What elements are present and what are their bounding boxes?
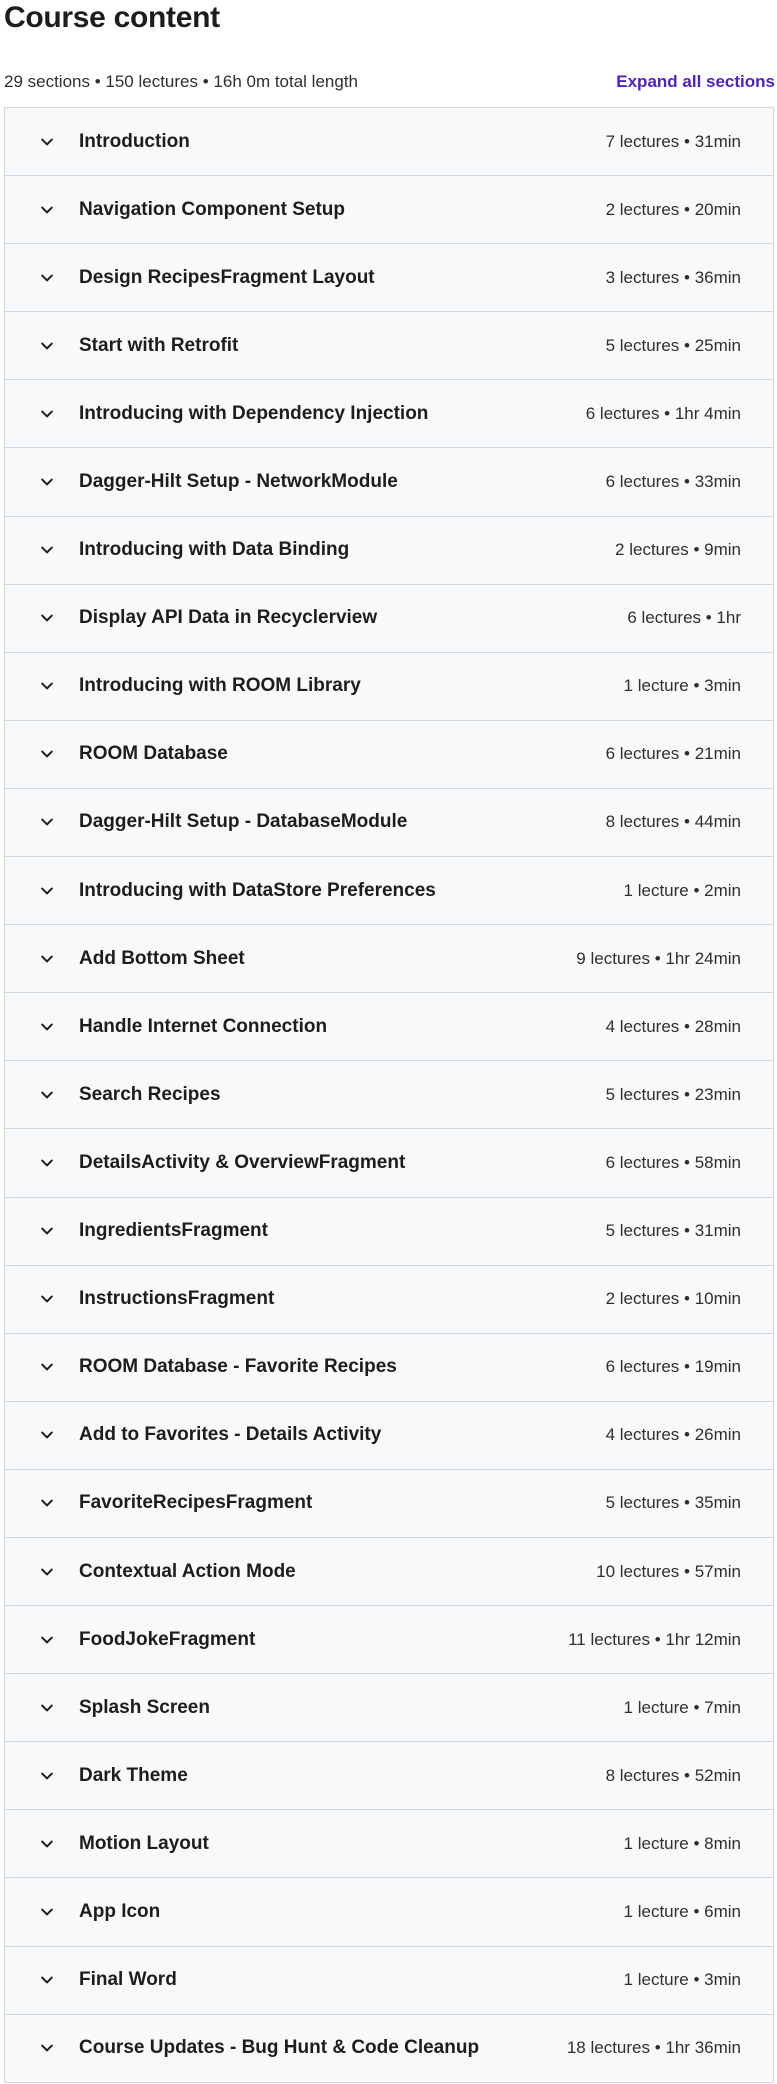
section-title: Final Word: [79, 1969, 177, 1991]
section-header[interactable]: [5, 585, 773, 653]
section-header[interactable]: [5, 653, 773, 721]
chevron-down-icon: [39, 883, 55, 899]
chevron-down-icon: [39, 1700, 55, 1716]
page-title: Course content: [4, 1, 220, 34]
chevron-down-icon: [39, 610, 55, 626]
section-header[interactable]: [5, 244, 773, 312]
section-title: Start with Retrofit: [79, 334, 239, 356]
section-title: Display API Data in Recyclerview: [79, 607, 378, 629]
section-header[interactable]: [5, 1198, 773, 1266]
section-title: Contextual Action Mode: [79, 1560, 296, 1582]
section-header[interactable]: [5, 1538, 773, 1606]
section-header[interactable]: [5, 108, 773, 176]
course-summary: 29 sections • 150 lectures • 16h 0m total length: [4, 72, 359, 91]
section-lecture-count: 6 lectures • 33min: [605, 472, 741, 492]
section-lecture-count: 9 lectures • 1hr 24min: [576, 948, 741, 968]
section-title: Design RecipesFragment Layout: [79, 266, 375, 288]
chevron-down-icon: [39, 134, 55, 150]
section-lecture-count: 5 lectures • 31min: [605, 1221, 741, 1241]
section-title: Course Updates - Bug Hunt & Code Cleanup: [79, 2037, 480, 2059]
section-header[interactable]: [5, 1266, 773, 1334]
section-lecture-count: 5 lectures • 25min: [605, 335, 741, 355]
section-header[interactable]: [5, 2015, 773, 2083]
section-title: Add Bottom Sheet: [79, 947, 245, 969]
section-header[interactable]: [5, 176, 773, 244]
chevron-down-icon: [39, 2040, 55, 2056]
chevron-down-icon: [39, 1768, 55, 1784]
section-title: Motion Layout: [79, 1832, 209, 1854]
section-header[interactable]: [5, 1402, 773, 1470]
chevron-down-icon: [39, 542, 55, 558]
section-title: Navigation Component Setup: [79, 198, 345, 220]
section-header[interactable]: [5, 1334, 773, 1402]
chevron-down-icon: [39, 202, 55, 218]
chevron-down-icon: [39, 270, 55, 286]
section-lecture-count: 7 lectures • 31min: [605, 131, 741, 151]
section-lecture-count: 6 lectures • 1hr 4min: [585, 403, 741, 423]
section-lecture-count: 1 lecture • 7min: [623, 1697, 741, 1717]
chevron-down-icon: [39, 474, 55, 490]
section-title: Search Recipes: [79, 1083, 221, 1105]
chevron-down-icon: [39, 1495, 55, 1511]
section-lecture-count: 6 lectures • 58min: [605, 1152, 741, 1172]
section-header[interactable]: [5, 789, 773, 857]
chevron-down-icon: [39, 678, 55, 694]
section-title: InstructionsFragment: [79, 1288, 275, 1310]
section-header[interactable]: [5, 380, 773, 448]
section-title: Introducing with ROOM Library: [79, 675, 361, 697]
section-lecture-count: 4 lectures • 28min: [605, 1016, 741, 1036]
chevron-down-icon: [39, 1632, 55, 1648]
chevron-down-icon: [39, 951, 55, 967]
section-title: Introduction: [79, 130, 190, 152]
section-lecture-count: 1 lecture • 2min: [623, 880, 741, 900]
chevron-down-icon: [39, 1904, 55, 1920]
section-title: Introducing with Data Binding: [79, 539, 350, 561]
section-header[interactable]: [5, 1129, 773, 1197]
chevron-down-icon: [39, 1291, 55, 1307]
chevron-down-icon: [39, 1836, 55, 1852]
chevron-down-icon: [39, 746, 55, 762]
section-header[interactable]: [5, 1674, 773, 1742]
section-title: DetailsActivity & OverviewFragment: [79, 1151, 406, 1173]
section-title: Dagger-Hilt Setup - DatabaseModule: [79, 811, 408, 833]
section-title: Introducing with Dependency Injection: [79, 402, 429, 424]
section-title: App Icon: [79, 1900, 161, 1922]
section-title: Introducing with DataStore Preferences: [79, 879, 436, 901]
section-lecture-count: 1 lecture • 8min: [623, 1833, 741, 1853]
chevron-down-icon: [39, 406, 55, 422]
section-lecture-count: 5 lectures • 35min: [605, 1493, 741, 1513]
section-lecture-count: 4 lectures • 26min: [605, 1425, 741, 1445]
section-title: ROOM Database - Favorite Recipes: [79, 1356, 397, 1378]
section-lecture-count: 6 lectures • 1hr: [627, 608, 741, 628]
section-header[interactable]: [5, 448, 773, 516]
section-lecture-count: 6 lectures • 21min: [605, 744, 741, 764]
section-header[interactable]: [5, 1878, 773, 1946]
chevron-down-icon: [39, 338, 55, 354]
section-title: Dark Theme: [79, 1764, 188, 1786]
section-lecture-count: 18 lectures • 1hr 36min: [566, 2038, 741, 2058]
section-lecture-count: 5 lectures • 23min: [605, 1084, 741, 1104]
section-header[interactable]: [5, 517, 773, 585]
chevron-down-icon: [39, 1564, 55, 1580]
chevron-down-icon: [39, 1359, 55, 1375]
chevron-down-icon: [39, 1019, 55, 1035]
chevron-down-icon: [39, 1223, 55, 1239]
section-header[interactable]: [5, 925, 773, 993]
section-title: FavoriteRecipesFragment: [79, 1492, 313, 1514]
chevron-down-icon: [39, 1427, 55, 1443]
section-title: Dagger-Hilt Setup - NetworkModule: [79, 471, 398, 493]
section-lecture-count: 11 lectures • 1hr 12min: [568, 1629, 741, 1649]
section-lecture-count: 2 lectures • 10min: [605, 1289, 741, 1309]
section-header[interactable]: [5, 857, 773, 925]
section-list: [4, 107, 774, 2083]
chevron-down-icon: [39, 1087, 55, 1103]
section-header[interactable]: [5, 1810, 773, 1878]
section-title: ROOM Database: [79, 743, 228, 765]
chevron-down-icon: [39, 1972, 55, 1988]
section-header[interactable]: [5, 1606, 773, 1674]
section-lecture-count: 8 lectures • 52min: [605, 1765, 741, 1785]
section-header[interactable]: [5, 1742, 773, 1810]
expand-all-sections-button[interactable]: Expand all sections: [616, 72, 775, 91]
section-lecture-count: 6 lectures • 19min: [605, 1357, 741, 1377]
section-header[interactable]: [5, 721, 773, 789]
section-title: Add to Favorites - Details Activity: [79, 1424, 382, 1446]
section-header[interactable]: [5, 1947, 773, 2015]
section-lecture-count: 10 lectures • 57min: [596, 1561, 741, 1581]
section-lecture-count: 1 lecture • 3min: [623, 1970, 741, 1990]
section-title: IngredientsFragment: [79, 1220, 268, 1242]
section-title: Handle Internet Connection: [79, 1015, 328, 1037]
section-lecture-count: 2 lectures • 20min: [605, 199, 741, 219]
section-title: Splash Screen: [79, 1696, 210, 1718]
section-header[interactable]: [5, 1061, 773, 1129]
section-lecture-count: 1 lecture • 6min: [623, 1901, 741, 1921]
course-summary-bar: [4, 68, 775, 96]
section-title: FoodJokeFragment: [79, 1628, 256, 1650]
section-header[interactable]: [5, 993, 773, 1061]
chevron-down-icon: [39, 1155, 55, 1171]
section-lecture-count: 1 lecture • 3min: [623, 676, 741, 696]
section-header[interactable]: [5, 312, 773, 380]
section-header[interactable]: [5, 1470, 773, 1538]
chevron-down-icon: [39, 814, 55, 830]
section-lecture-count: 3 lectures • 36min: [605, 267, 741, 287]
section-lecture-count: 2 lectures • 9min: [615, 540, 741, 560]
section-lecture-count: 8 lectures • 44min: [605, 812, 741, 832]
